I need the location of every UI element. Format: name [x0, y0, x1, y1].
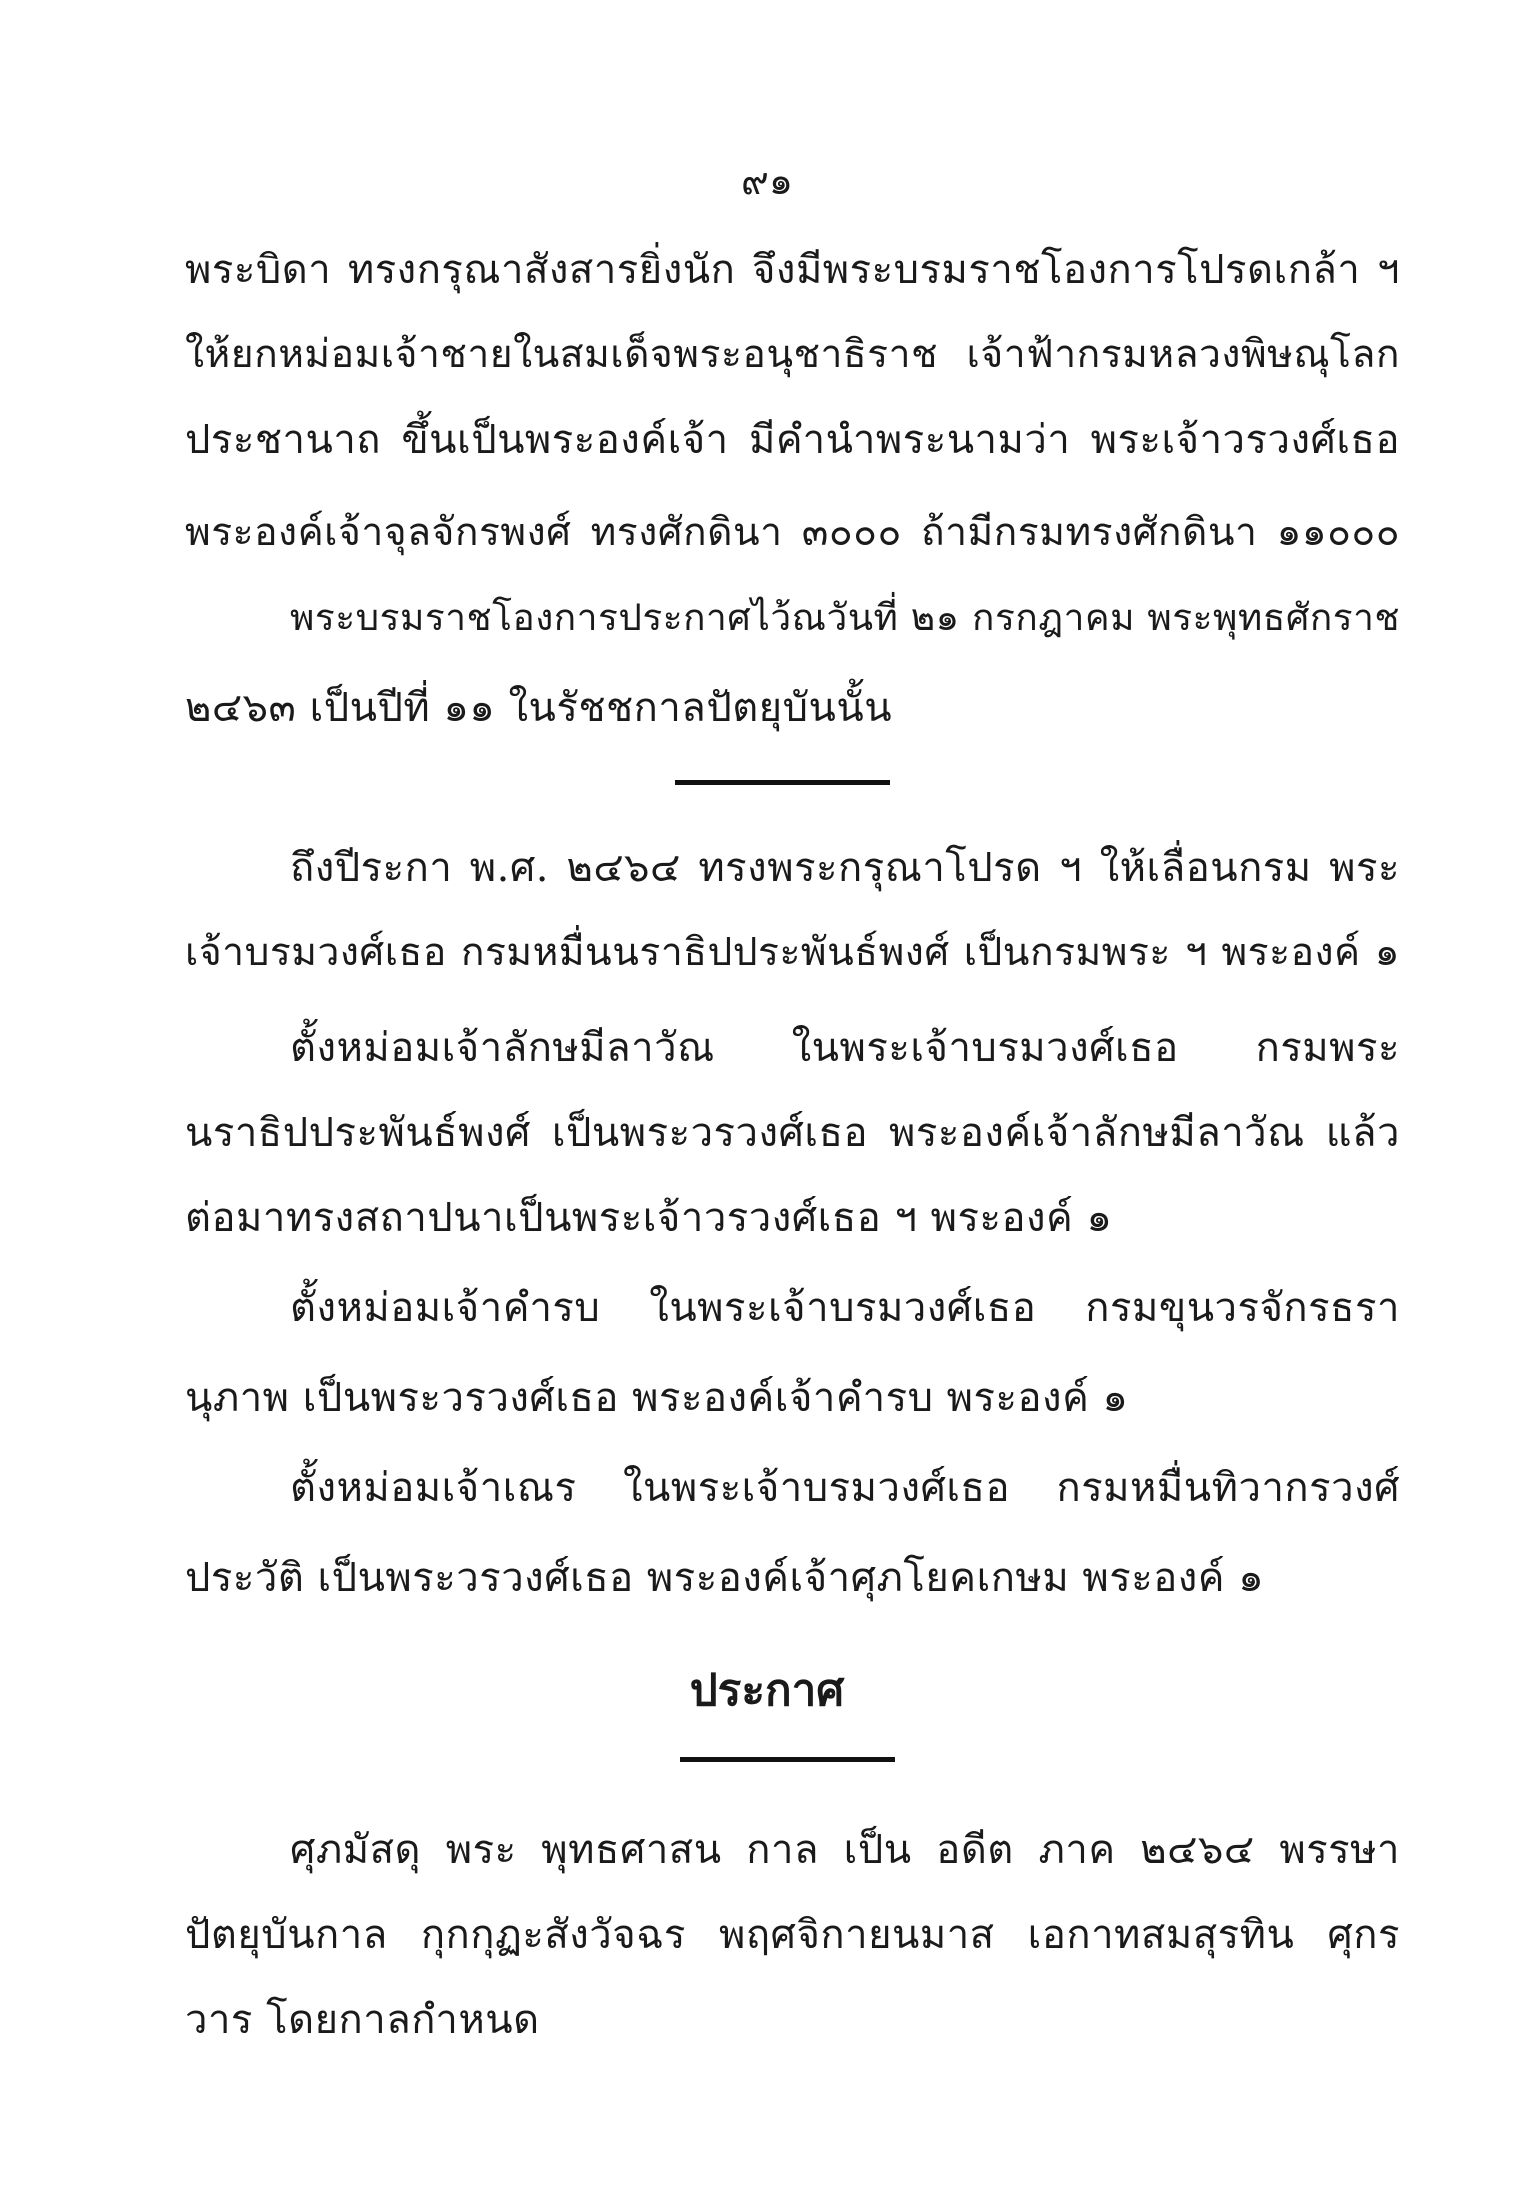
- text-line: ตั้งหม่อมเจ้าคำรบ ในพระเจ้าบรมวงศ์เธอ กรมขุนวรจักรธรา: [290, 1285, 1400, 1331]
- text-line: ให้ยกหม่อมเจ้าชายในสมเด็จพระอนุชาธิราช เจ้าฟ้ากรมหลวงพิษณุโลก: [185, 332, 1400, 377]
- text-line: ประชานาถ ขึ้นเป็นพระองค์เจ้า มีคำนำพระนามว่า พระเจ้าวรวงศ์เธอ: [185, 417, 1400, 463]
- text-line: ปัตยุบันกาล กุกกุฏะสังวัจฉร พฤศจิกายนมาส เอกาทสมสุรทิน ศุกร: [185, 1912, 1400, 1958]
- text-line: ตั้งหม่อมเจ้าลักษมีลาวัณ ในพระเจ้าบรมวงศ์เธอ กรมพระ: [290, 1025, 1400, 1071]
- text-line: พระบิดา ทรงกรุณาสังสารยิ่งนัก จึงมีพระบรมราชโองการโปรดเกล้า ฯ: [185, 247, 1400, 293]
- section-divider: [675, 780, 890, 785]
- text-line: ถึงปีระกา พ.ศ. ๒๔๖๔ ทรงพระกรุณาโปรด ฯ ให้เลื่อนกรม พระ: [290, 845, 1400, 891]
- proclamation-heading: ประกาศ: [689, 1665, 845, 1716]
- text-line: ศุภมัสดุ พระ พุทธศาสน กาล เป็น อดีต ภาค ๒๔๖๔ พรรษา: [290, 1827, 1400, 1873]
- page-number: ๙๑: [741, 159, 793, 203]
- text-line: ประวัติ เป็นพระวรวงศ์เธอ พระองค์เจ้าศุภโยคเกษม พระองค์ ๑: [185, 1555, 1265, 1601]
- text-line: พระบรมราชโองการประกาศไว้ณวันที่ ๒๑ กรกฎาคม พระพุทธศักราช: [290, 596, 1400, 639]
- text-line: พระองค์เจ้าจุลจักรพงศ์ ทรงศักดินา ๓๐๐๐ ถ้ามีกรมทรงศักดินา ๑๑๐๐๐: [185, 510, 1400, 555]
- text-line: นุภาพ เป็นพระวรวงศ์เธอ พระองค์เจ้าคำรบ พระองค์ ๑: [185, 1375, 1129, 1421]
- text-line: นราธิปประพันธ์พงศ์ เป็นพระวรวงศ์เธอ พระองค์เจ้าลักษมีลาวัณ แล้ว: [185, 1110, 1400, 1156]
- text-line: เจ้าบรมวงศ์เธอ กรมหมื่นนราธิปประพันธ์พงศ์ เป็นกรมพระ ฯ พระองค์ ๑: [185, 930, 1400, 975]
- text-line: ๒๔๖๓ เป็นปีที่ ๑๑ ในรัชชกาลปัตยุบันนั้น: [185, 685, 893, 731]
- text-line: ตั้งหม่อมเจ้าเณร ในพระเจ้าบรมวงศ์เธอ กรมหมื่นทิวากรวงศ์: [290, 1465, 1400, 1511]
- heading-divider: [680, 1757, 895, 1762]
- text-line: ต่อมาทรงสถาปนาเป็นพระเจ้าวรวงศ์เธอ ฯ พระองค์ ๑: [185, 1195, 1113, 1241]
- text-line: วาร โดยกาลกำหนด: [185, 1997, 540, 2043]
